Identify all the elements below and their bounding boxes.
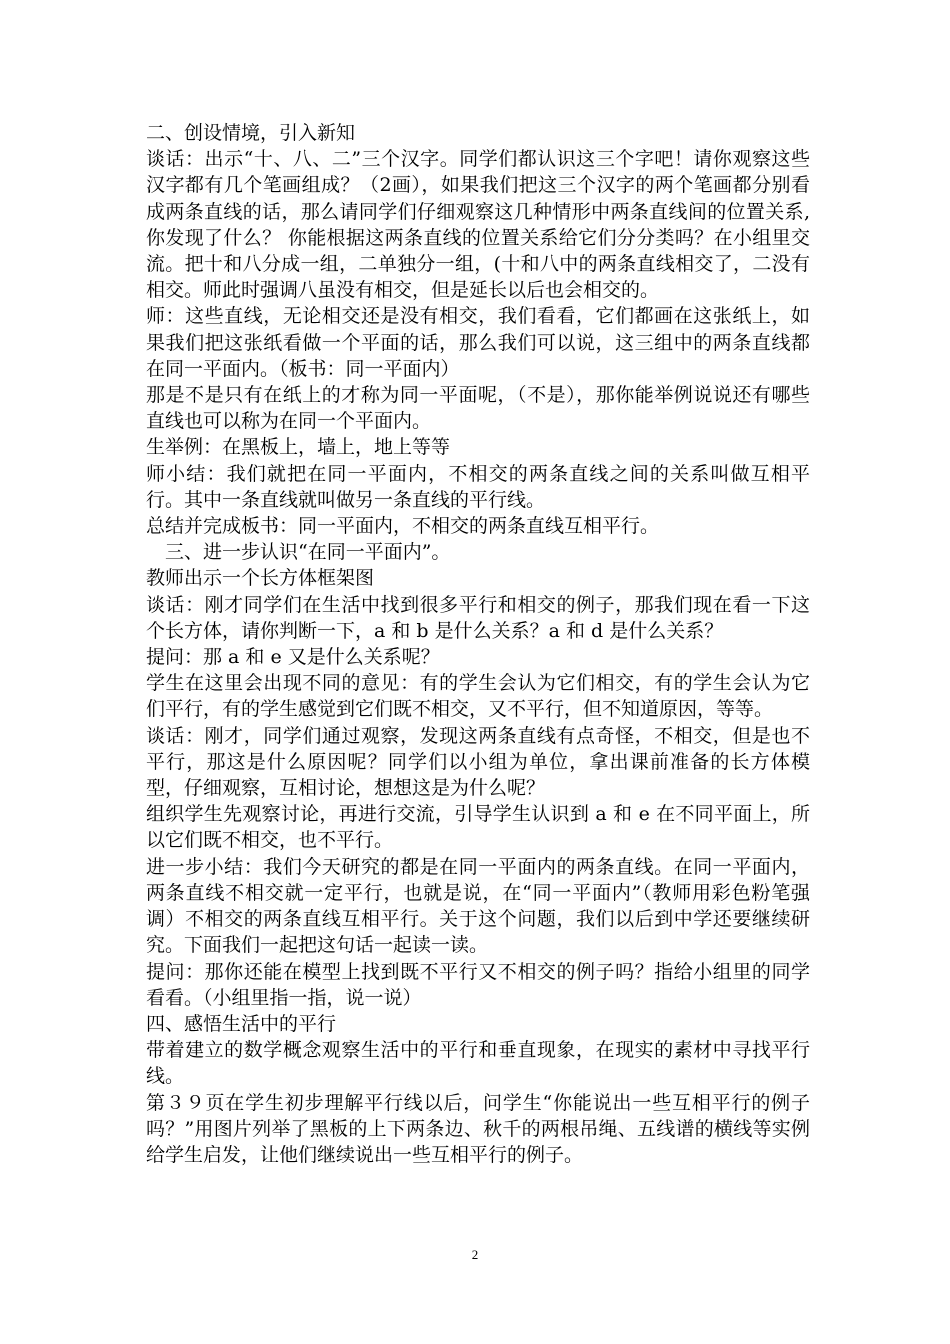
paragraph-student-opinions: 学生在这里会出现不同的意见：有的学生会认为它们相交，有的学生会认为它们平行，有的学生感觉到它们既不相交，又不平行，但不知道原因，等等。 [146,672,810,721]
paragraph-organize-discussion: 组织学生先观察讨论，再进行交流，引导学生认识到 a 和 e 在不同平面上，所以它们既不相交，也不平行。 [146,803,810,852]
paragraph-question-model: 提问：那你还能在模型上找到既不平行又不相交的例子吗？指给小组里的同学看看。（小组里指一指，说一说） [146,960,810,1009]
paragraph-question-plane: 那是不是只有在纸上的才称为同一平面呢，（不是），那你能举例说说还有哪些直线也可以称为在同一个平面内。 [146,384,810,433]
paragraph-teacher-plane: 师：这些直线，无论相交还是没有相交，我们看看，它们都画在这张纸上，如果我们把这张纸看做一个平面的话，那么我们可以说，这三组中的两条直线都在同一平面内。（板书：同一平面内） [146,305,810,380]
paragraph-student-examples: 生举例：在黑板上，墙上，地上等等 [146,436,451,459]
paragraph-life-parallel: 带着建立的数学概念观察生活中的平行和垂直现象，在现实的素材中寻找平行线。 [146,1039,810,1088]
paragraph-dialogue-cuboid: 谈话：刚才同学们在生活中找到很多平行和相交的例子，那我们现在看一下这个长方体，请你判断一下，a 和 b 是什么关系？a 和 d 是什么关系？ [146,593,810,642]
paragraph-further-summary: 进一步小结：我们今天研究的都是在同一平面内的两条直线。在同一平面内，两条直线不相交就一定平行，也就是说，在“同一平面内”（教师用彩色粉笔强调）不相交的两条直线互相平行。关于这个问题，我们以后到中学还要继续研究。下面我们一起把这句话一起读一读。 [146,855,810,957]
paragraph-board-summary: 总结并完成板书：同一平面内，不相交的两条直线互相平行。 [146,515,660,538]
paragraph-teacher-summary: 师小结：我们就把在同一平面内，不相交的两条直线之间的关系叫做互相平行。其中一条直线就叫做另一条直线的平行线。 [146,462,810,511]
section-heading-3: 三、进一步认识“在同一平面内”。 [165,541,451,564]
paragraph-page-39: 第３９页在学生初步理解平行线以后，问学生“你能说出一些互相平行的例子吗？”用图片列举了黑板的上下两条边、秋千的两根吊绳、五线谱的横线等实例给学生启发，让他们继续说出一些互相平行的例子。 [146,1091,810,1166]
section-heading-2: 二、创设情境，引入新知 [146,122,356,144]
paragraph-dialogue-observe: 谈话：刚才，同学们通过观察，发现这两条直线有点奇怪，不相交，但是也不平行，那这是什么原因呢？同学们以小组为单位，拿出课前准备的长方体模型，仔细观察，互相讨论，想想这是为什么呢？ [146,724,810,800]
paragraph-dialogue-intro: 谈话：出示“十、八、二”三个汉字。同学们都认识这三个字吧！请你观察这些汉字都有几个笔画组成？（2画），如果我们把这三个汉字的两个笔画都分别看成两条直线的话，那么请同学们仔细观察这几种情形中两条直线间的位置关系,你发现了什么？ 你能根据这两条直线的位置关系给它们分分类吗？在小组里交流。把十和八分成一组，二单独分一组，(十和八中的两条直线相交了，二没有相交。师此时强调八虽没有相交，但是延长以后也会相交的。 [146,148,810,302]
page-number: 2 [471,1247,479,1262]
paragraph-question-ae: 提问：那 a 和 e 又是什么关系呢？ [146,646,440,669]
paragraph-cuboid-frame: 教师出示一个长方体框架图 [146,567,375,590]
section-heading-4: 四、感悟生活中的平行 [146,1012,337,1035]
document-body [146,120,810,1168]
